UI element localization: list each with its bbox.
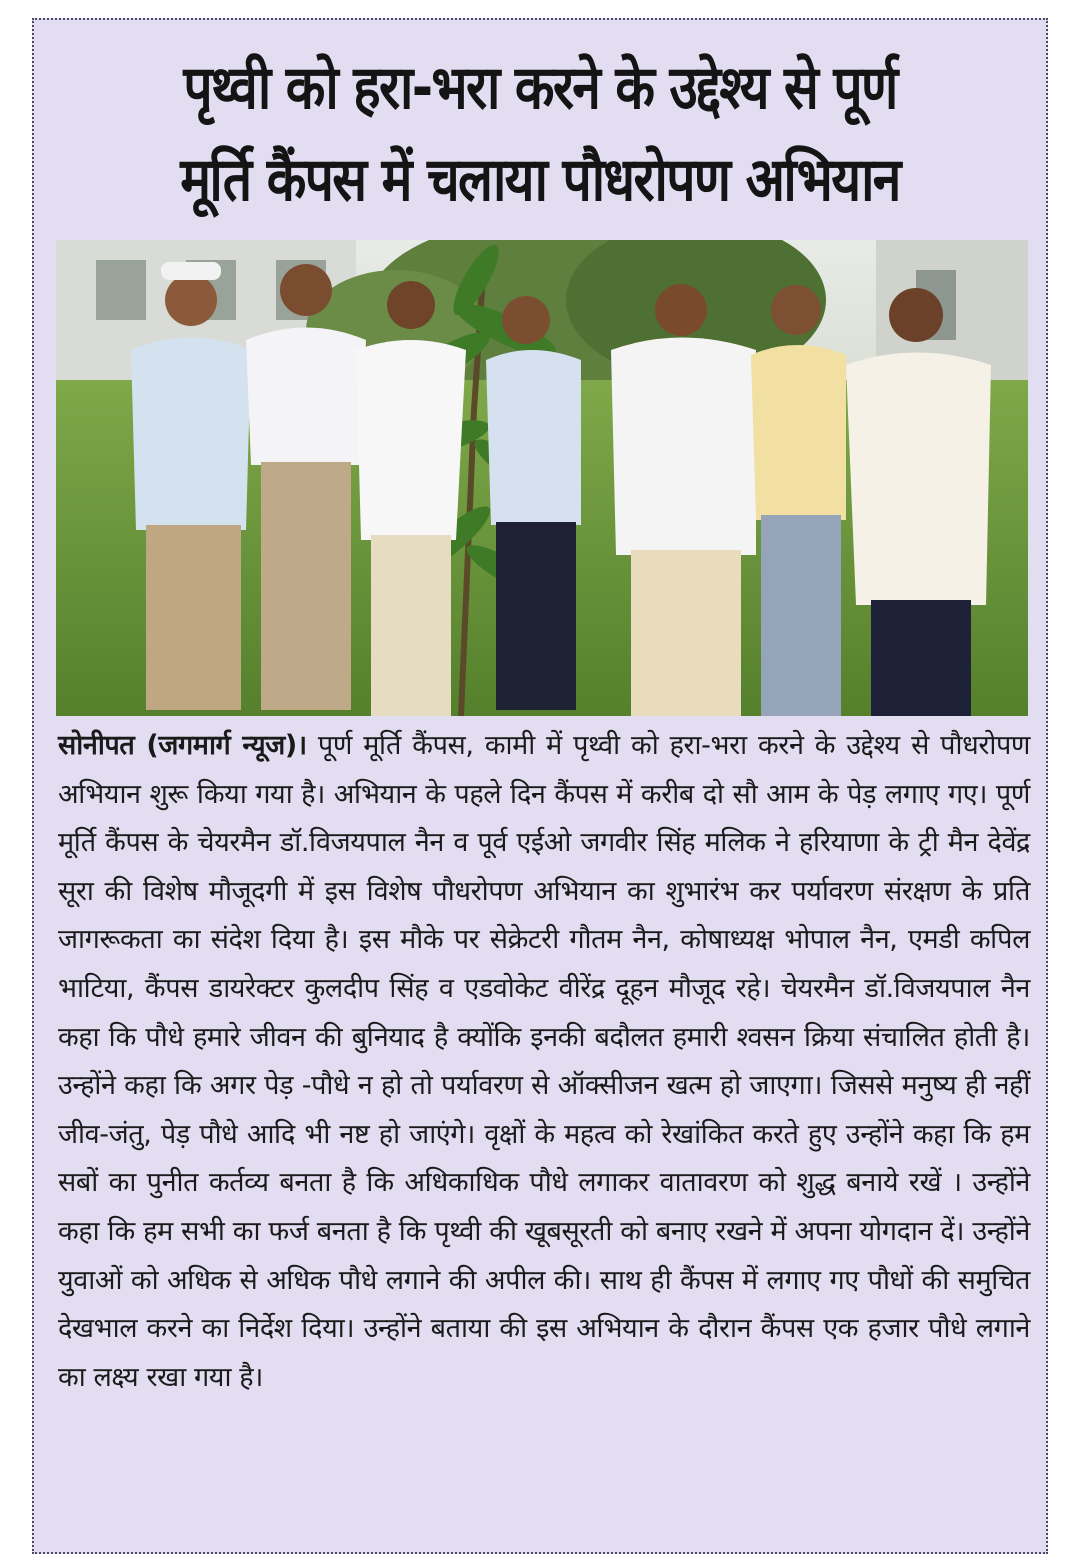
article-body: [58, 722, 1030, 1402]
article-dateline: सोनीपत (जगमार्ग न्यूज)।: [58, 730, 307, 761]
article-text: पूर्ण मूर्ति कैंपस, कामी में पृथ्वी को हरा-भरा करने के उद्देश्य से पौधरोपण अभियान शुरू किया गया है। अभियान के पहले दिन कैंपस में करीब दो सौ आम के पेड़ लगाए गए। पूर्ण मूर्ति कैंपस के चेयरमैन डॉ.विजयपाल नैन व पूर्व एईओ जगवीर सिंह मलिक ने हरियाणा के ट्री मैन देवेंद्र सूरा की विशेष मौजूदगी में इस विशेष पौधरोपण अभियान का शुभारंभ कर पर्यावरण संरक्षण के प्रति जागरूकता का संदेश दिया है। इस मौके पर सेक्रेटरी गौतम नैन, कोषाध्यक्ष भोपाल नैन, एमडी कपिल भाटिया, कैंपस डायरेक्टर कुलदीप सिंह व एडवोकेट वीरेंद्र दूहन मौजूद रहे। चेयरमैन डॉ.विजयपाल नैन कहा कि पौधे हमारे जीवन की बुनियाद है क्योंकि इनकी बदौलत हमारी श्वसन क्रिया संचालित होती है। उन्होंने कहा कि अगर पेड़ -पौधे न हो तो पर्यावरण से ऑक्सीजन खत्म हो जाएगा। जिससे मनुष्य ही नहीं जीव-जंतु, पेड़ पौधे आदि भी नष्ट हो जाएंगे। वृक्षों के महत्व को रेखांकित करते हुए उन्होंने कहा कि हम सबों का पुनीत कर्तव्य बनता है कि अधिकाधिक पौधे लगाकर वातावरण को शुद्ध बनाये रखें । उन्होंने कहा कि हम सभी का फर्ज बनता है कि पृथ्वी की खूबसूरती को बनाए रखने में अपना योगदान दें। उन्होंने युवाओं को अधिक से अधिक पौधे लगाने की अपील की। साथ ही कैंपस में लगाए गए पौधों की समुचित देखभाल करने का निर्देश दिया। उन्होंने बताया की इस अभियान के दौरान कैंपस एक हजार पौधे लगाने का लक्ष्य रखा गया है।: [58, 730, 1031, 1393]
headline: [34, 42, 1046, 226]
news-photo: [56, 240, 1028, 716]
news-clipping: [32, 18, 1048, 1554]
headline-line-2: मूर्ति कैंपस में चलाया पौधरोपण अभियान: [180, 145, 900, 215]
headline-line-1: पृथ्वी को हरा-भरा करने के उद्देश्य से पूर्ण: [183, 53, 897, 123]
